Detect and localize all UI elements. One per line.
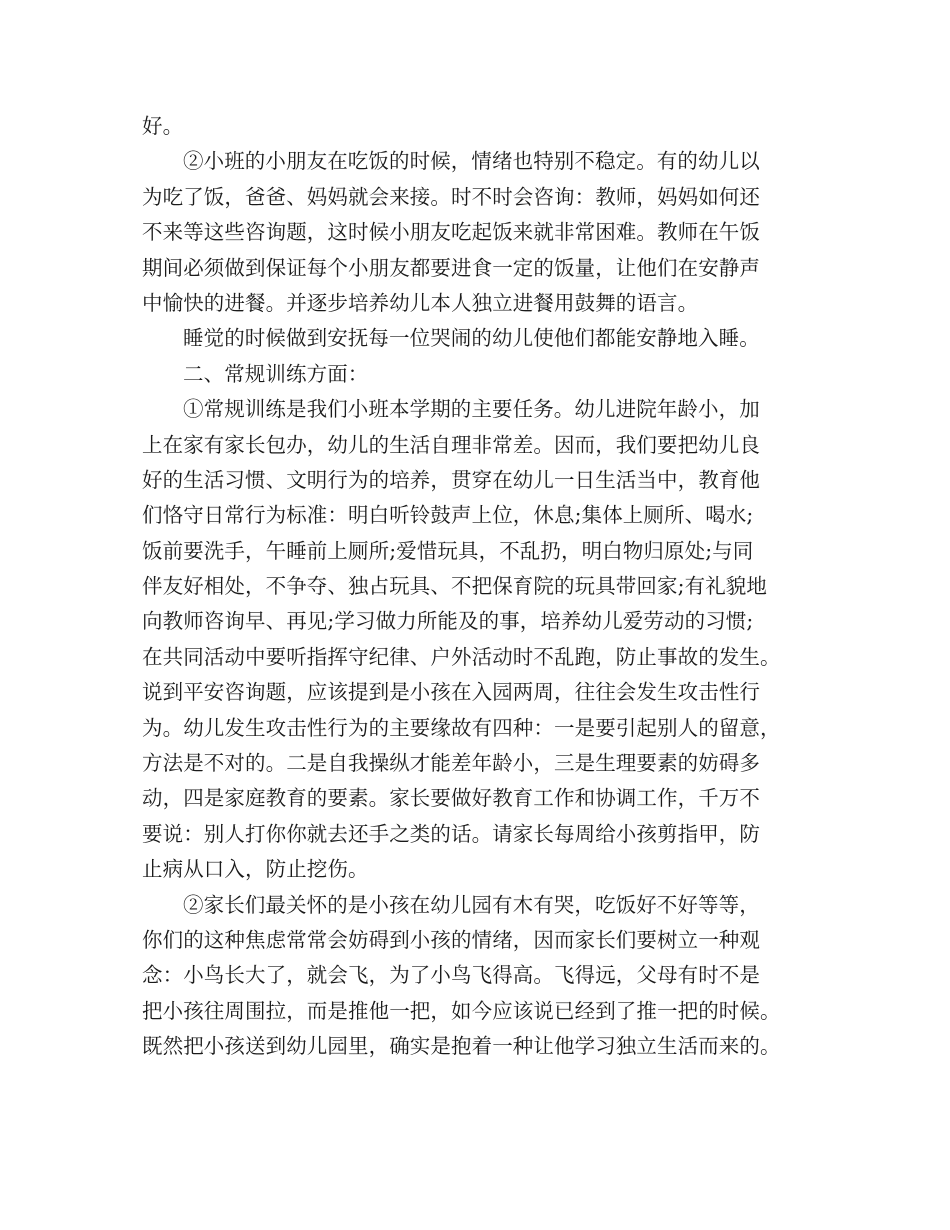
text-line: 既然把小孩送到幼儿园里，确实是抱着一种让他学习独立生活而来的。: [142, 1034, 781, 1059]
text-line: ②小班的小朋友在吃饭的时候，情绪也特别不稳定。有的幼儿以: [183, 149, 760, 174]
text-line: 说到平安咨询题，应该提到是小孩在入园两周，往往会发生攻击性行: [142, 680, 760, 705]
text-line: 为吃了饭，爸爸、妈妈就会来接。时不时会咨询：教师，妈妈如何还: [142, 184, 760, 209]
text-line: 不来等这些咨询题，这时候小朋友吃起饭来就非常困难。教师在午饭: [142, 220, 760, 245]
text-line: 们恪守日常行为标准：明白听铃鼓声上位，休息;集体上厕所、喝水;: [142, 503, 754, 528]
text-line: 动，四是家庭教育的要素。家长要做好教育工作和协调工作，千万不: [142, 786, 760, 811]
text-line: 止病从口入，防止挖伤。: [142, 857, 369, 882]
text-line: ①常规训练是我们小班本学期的主要任务。幼儿进院年龄小，加: [183, 397, 760, 422]
text-line: 睡觉的时候做到安抚每一位哭闹的幼儿使他们都能安静地入睡。: [183, 326, 760, 351]
text-line: ②家长们最关怀的是小孩在幼儿园有木有哭，吃饭好不好等等，: [183, 892, 760, 917]
text-line: 你们的这种焦虑常常会妨碍到小孩的情绪，因而家长们要树立一种观: [142, 927, 760, 952]
text-line: 二、常规训练方面：: [183, 361, 369, 386]
text-line: 上在家有家长包办，幼儿的生活自理非常差。因而，我们要把幼儿良: [142, 432, 760, 457]
text-line: 向教师咨询早、再见;学习做力所能及的事，培养幼儿爱劳动的习惯;: [142, 609, 754, 634]
text-line: 饭前要洗手，午睡前上厕所;爱惜玩具，不乱扔，明白物归原处;与同: [142, 538, 754, 563]
text-line: 念：小鸟长大了，就会飞，为了小鸟飞得高。飞得远，父母有时不是: [142, 963, 760, 988]
text-line: 好的生活习惯、文明行为的培养，贯穿在幼儿一日生活当中，教育他: [142, 467, 760, 492]
text-line: 中愉快的进餐。并逐步培养幼儿本人独立进餐用鼓舞的语言。: [142, 290, 699, 315]
text-line: 要说：别人打你你就去还手之类的话。请家长每周给小孩剪指甲，防: [142, 821, 760, 846]
text-line: 为。幼儿发生攻击性行为的主要缘故有四种：一是要引起别人的留意，: [142, 715, 781, 740]
text-line: 伴友好相处，不争夺、独占玩具、不把保育院的玩具带回家;有礼貌地: [142, 574, 768, 599]
text-line: 把小孩往周围拉，而是推他一把，如今应该说已经到了推一把的时候。: [142, 998, 781, 1023]
document-body-text: [142, 109, 832, 1065]
text-line: 期间必须做到保证每个小朋友都要进食一定的饭量，让他们在安静声: [142, 255, 760, 280]
text-line: 方法是不对的。二是自我操纵才能差年龄小，三是生理要素的妨碍多: [142, 751, 760, 776]
text-line: 在共同活动中要听指挥守纪律、户外活动时不乱跑，防止事故的发生。: [142, 644, 781, 669]
text-line: 好。: [142, 114, 184, 138]
